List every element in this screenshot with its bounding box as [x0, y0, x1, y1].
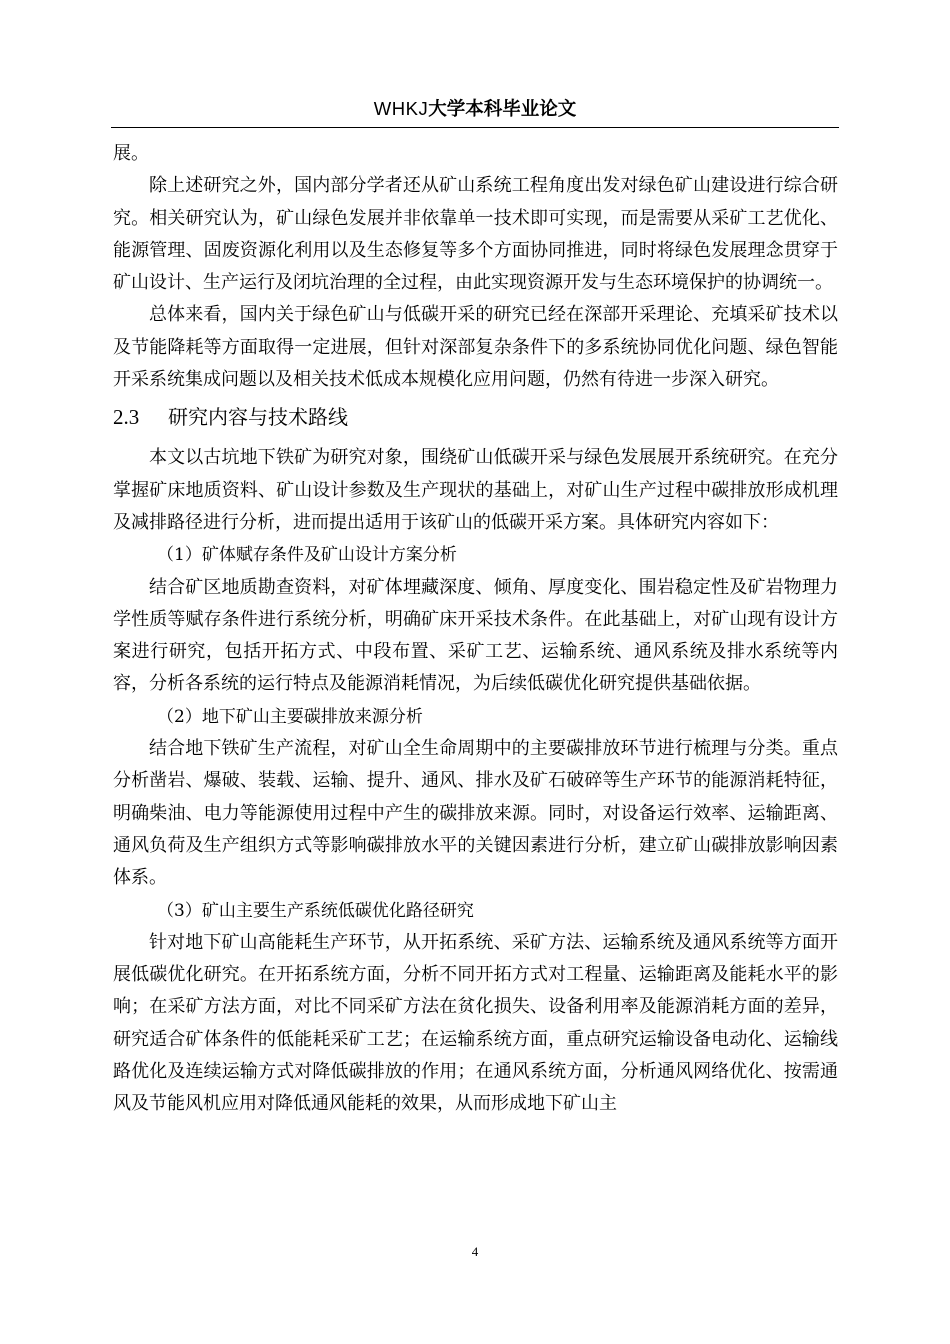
header-title: 大学本科毕业论文: [428, 99, 577, 120]
item-body: 结合矿区地质勘查资料，对矿体埋藏深度、倾角、厚度变化、围岩稳定性及矿岩物理力学性质等赋存条件进行系统分析，明确矿床开采技术条件。在此基础上，对矿山现有设计方案进行研究，包括开拓方式、中段布置、采矿工艺、运输系统、通风系统及排水系统等内容，分析各系统的运行特点及能源消耗情况，为后续低碳优化研究提供基础依据。: [113, 576, 838, 695]
header-rule: [111, 127, 839, 128]
page-number: 4: [471, 1244, 479, 1259]
section-title: 研究内容与技术路线: [168, 405, 348, 430]
section-number: 2.3: [113, 405, 140, 430]
section-heading: [113, 398, 838, 436]
item-title: （1）矿体赋存条件及矿山设计方案分析: [157, 545, 457, 566]
item-body: 针对地下矿山高能耗生产环节，从开拓系统、采矿方法、运输系统及通风系统等方面开展低碳优化研究。在开拓系统方面，分析不同开拓方式对工程量、运输距离及能耗水平的影响；在采矿方法方面，对比不同采矿方法在贫化损失、设备利用率及能源消耗方面的差异，研究适合矿体条件的低能耗采矿工艺；在运输系统方面，重点研究运输设备电动化、运输线路优化及连续运输方式对降低碳排放的作用；在通风系统方面，分析通风网络优化、按需通风及节能风机应用对降低通风能耗的效果，从而形成地下矿山主: [113, 931, 838, 1115]
header-latin: WHKJ: [373, 98, 429, 119]
page-header: [0, 96, 950, 123]
page-body: [113, 138, 838, 1121]
paragraph-continuation: 展。: [113, 143, 149, 164]
paragraph: 除上述研究之外，国内部分学者还从矿山系统工程角度出发对绿色矿山建设进行综合研究。相关研究认为，矿山绿色发展并非依靠单一技术即可实现，而是需要从采矿工艺优化、能源管理、固废资源化利用以及生态修复等多个方面协同推进，同时将绿色发展理念贯穿于矿山设计、生产运行及闭坑治理的全过程，由此实现资源开发与生态环境保护的协调统一。: [113, 175, 838, 294]
item-title: （3）矿山主要生产系统低碳优化路径研究: [157, 900, 474, 921]
section-intro: 本文以古坑地下铁矿为研究对象，围绕矿山低碳开采与绿色发展展开系统研究。在充分掌握矿床地质资料、矿山设计参数及生产现状的基础上，对矿山生产过程中碳排放形成机理及减排路径进行分析，进而提出适用于该矿山的低碳开采方案。具体研究内容如下：: [113, 447, 838, 533]
paragraph: 总体来看，国内关于绿色矿山与低碳开采的研究已经在深部开采理论、充填采矿技术以及节能降耗等方面取得一定进展，但针对深部复杂条件下的多系统协同优化问题、绿色智能开采系统集成问题以及相关技术低成本规模化应用问题，仍然有待进一步深入研究。: [113, 304, 838, 391]
item-body: 结合地下铁矿生产流程，对矿山全生命周期中的主要碳排放环节进行梳理与分类。重点分析凿岩、爆破、装载、运输、提升、通风、排水及矿石破碎等生产环节的能源消耗特征，明确柴油、电力等能源使用过程中产生的碳排放来源。同时，对设备运行效率、运输距离、通风负荷及生产组织方式等影响碳排放水平的关键因素进行分析，建立矿山碳排放影响因素体系。: [113, 738, 838, 889]
item-title: （2）地下矿山主要碳排放来源分析: [157, 706, 423, 727]
